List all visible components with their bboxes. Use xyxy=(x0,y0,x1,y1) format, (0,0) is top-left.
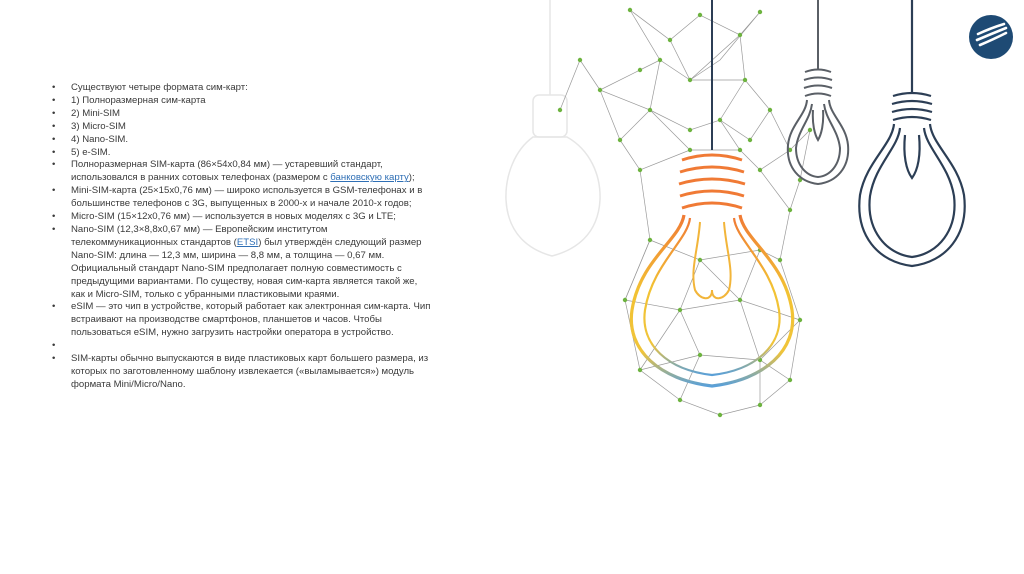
bullet-item: • SIM-карты обычно выпускаются в виде пластиковых карт большего размера, из которых по заготовленному шаблону извлекается («выламывается») модуль формата Mini/Micro/Nano. xyxy=(52,353,432,392)
bullet-item: • eSIM — это чип в устройстве, который работает как электронная сим-карта. Чип встраивают на производстве смартфонов, планшетов и часов. Чтобы пользоваться eSIM, нужно загрузить настройки оператора в устройство. xyxy=(52,301,432,340)
bullet-item: • 4) Nano-SIM. xyxy=(52,134,432,147)
small-outline-bulb-icon xyxy=(788,0,848,184)
bank-card-link[interactable]: банковскую карту xyxy=(330,172,409,184)
main-bulb-icon xyxy=(631,0,792,386)
light-bulbs-illustration xyxy=(490,0,1024,574)
bullet-item: • Полноразмерная SIM-карта (86×54x0,84 мм) — устаревший стандарт, использовался в ранних сотовых телефонах (размером с банковскую карту); xyxy=(52,159,432,185)
bullet-item: • Существуют четыре формата сим-карт: xyxy=(52,82,432,95)
bullet-item: • Mini-SIM-карта (25×15x0,76 мм) — широко используется в GSM-телефонах и в большинстве телефонов с 3G, выпущенных в 2000-х и начале 2010-х годов; xyxy=(52,185,432,211)
network-nodes xyxy=(558,8,812,417)
wireframe-network-icon xyxy=(560,10,810,415)
bullet-text-block xyxy=(52,82,432,392)
faint-bulb-icon xyxy=(506,0,600,256)
etsi-link[interactable]: ETSI xyxy=(236,236,259,248)
bullet-item: • Nano-SIM (12,3×8,8x0,67 мм) — Европейским институтом телекоммуникационных стандартов (ETSI) был утверждён следующий размер Nano-SIM: длина — 12,3 мм, ширина — 8,8 мм, а толщина — 0,67 мм. Официальный стандарт Nano-SIM предполагает полную совместимость с предыдущими вариантами. По существу, новая сим-карта является такой же, как и Micro-SIM, только с убранными пластиковыми краями. xyxy=(52,224,432,301)
bullet-item: • 1) Полноразмерная сим-карта xyxy=(52,95,432,108)
bullet-item: • 2) Mini-SIM xyxy=(52,108,432,121)
bullet-item-empty xyxy=(52,340,432,353)
bullet-item: • 3) Micro-SIM xyxy=(52,121,432,134)
bullet-item: • Micro-SIM (15×12x0,76 мм) — используется в новых моделях с 3G и LTE; xyxy=(52,211,432,224)
large-outline-bulb-icon xyxy=(859,0,964,266)
bullet-item: • 5) e-SIM. xyxy=(52,147,432,160)
sberbank-logo-icon xyxy=(968,14,1014,60)
